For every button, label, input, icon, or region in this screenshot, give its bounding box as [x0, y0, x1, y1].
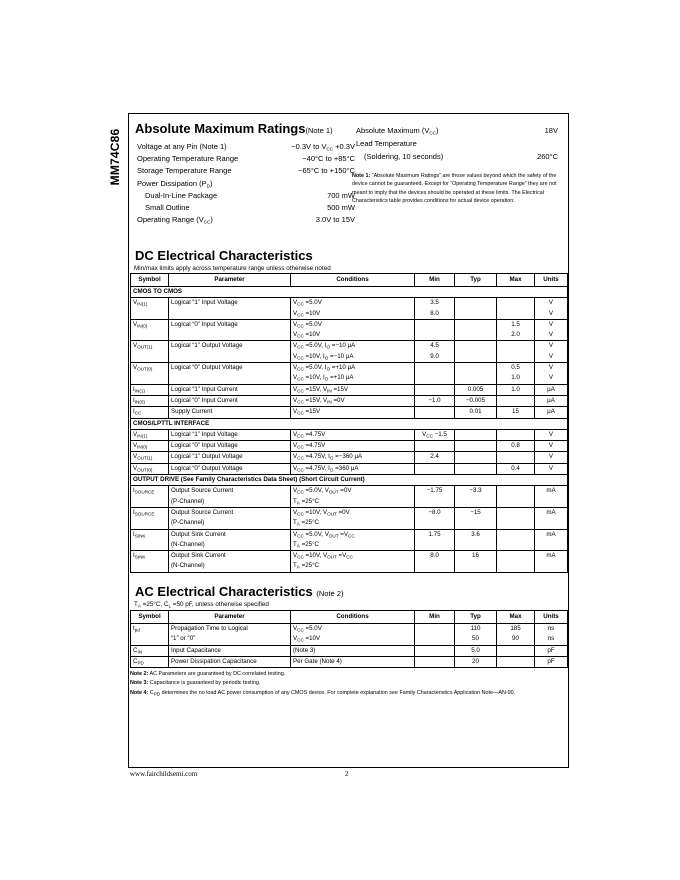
table-row: (N-Channel) $T_A =25^\circ C$ [131, 561, 568, 572]
table-row: “1” or “0” $V_{CC} =10V$ 50 90 ns [131, 634, 568, 645]
amr-title-note: (Note 1) [305, 126, 333, 135]
amr-title: Absolute Maximum Ratings(Note 1) [135, 121, 333, 136]
table-row: $V_{OUT(1)}$ Logical “1” Output Voltage $V_{CC} =5.0V$, $I_O =-10$ μA 4.5 V [131, 341, 568, 352]
ac-table [130, 610, 568, 668]
amr-row: Operating Temperature Range −40°C to +85°C [137, 154, 355, 164]
amr-row: (Soldering, 10 seconds) 260°C [364, 152, 558, 161]
note-4: Note 4: $C_{PD}$ determines the no load AC power consumption of any CMOS device. For complete explanation see Family Characteristics Application Note—AN-90. [130, 689, 516, 697]
note-1: Note 1: “Absolute Maximum Ratings” are those values beyond which the safety of the device cannot be guaranteed. Except for “Operating Temperature Range” they are not meant to imply that the devices should be operated at these limits. The Electrical Characteristics table provides conditions for actual device operation. [352, 173, 557, 205]
amr-row: Lead Temperature [356, 139, 417, 148]
table-row: $V_{CC} =10V$ 2.0 V [131, 330, 568, 341]
dc-table [130, 273, 568, 573]
table-row: $t_{pd}$ Propagation Time to Logical $V_{CC} =5.0V$ 110 185 ns [131, 624, 568, 635]
footnotes [130, 670, 567, 698]
table-row: $I_{IN(0)}$ Logical “0” Input Current $V_{CC} =15V$, $V_{IN} =0V$ −1.0 −0.005 μA [131, 395, 568, 406]
table-row: $V_{IN(0)}$ Logical “0” Input Voltage $V_{CC} =5.0V$ 1.5 V [131, 319, 568, 330]
amr-row: Voltage at any Pin (Note 1) −0.3V to $V_{CC} +0.3V$ [137, 142, 355, 152]
note-2: Note 2: AC Parameters are guaranteed by DC correlated testing. [130, 671, 286, 677]
amr-row: Small Outline 500 mW [145, 202, 355, 212]
section-row: CMOS/LPTTL INTERFACE [131, 418, 568, 429]
table-row: $I_{SINK}$ Output Sink Current $V_{CC} =5.0V$, $V_{OUT} =V_{CC}$ 1.75 3.6 mA [131, 529, 568, 540]
table-header-row: Symbol Parameter Conditions Min Typ Max Units [131, 611, 568, 624]
table-row: $V_{IN(1)}$ Logical “1” Input Voltage $V_{CC} =4.75V$ $V_{CC} -1.5$ V [131, 429, 568, 440]
table-row: $V_{CC} =10V$, $I_O =+10$ μA 1.0 V [131, 373, 568, 384]
table-row: (P-Channel) $T_A =25^\circ C$ [131, 497, 568, 508]
note-3: Note 3: Capacitance is guaranteed by periodic testing. [130, 680, 261, 687]
table-row: $C_{PD}$ Power Dissipation Capacitance Per Gate (Note 4) 20 pF [131, 656, 568, 667]
table-row: $C_{IN}$ Input Capacitance (Note 3) 5.0 pF [131, 645, 568, 656]
section-row: OUTPUT DRIVE (See Family Characteristics Data Sheet) (Short Circuit Current) [131, 475, 568, 486]
footer-url[interactable]: www.fairchildsemi.com [130, 770, 198, 778]
table-row: $V_{IN(1)}$ Logical “1” Input Voltage $V_{CC} =5.0V$ 3.5 V [131, 298, 568, 309]
table-row: $V_{OUT(0)}$ Logical “0” Output Voltage $V_{CC} =5.0V$, $I_O =+10$ μA 0.5 V [131, 363, 568, 374]
part-number-vertical: MM74C86 [108, 128, 122, 186]
dc-title: DC Electrical Characteristics [135, 248, 313, 263]
table-row: $I_{IN(1)}$ Logical “1” Input Current $V_{CC} =15V$, $V_{IN} =15V$ 0.005 1.0 μA [131, 384, 568, 395]
amr-row: Absolute Maximum $(V_{CC})$ 18V [356, 126, 558, 136]
table-row: $I_{SINK}$ Output Sink Current $V_{CC} =10V$, $V_{OUT} =V_{CC}$ 8.0 16 mA [131, 551, 568, 562]
amr-row: Dual-In-Line Package 700 mW [145, 190, 355, 200]
ac-title-note: (Note 2) [316, 589, 344, 598]
table-header-row: Symbol Parameter Conditions Min Typ Max Units [131, 274, 568, 287]
section-row: CMOS TO CMOS [131, 287, 568, 298]
table-row: (P-Channel) $T_A =25^\circ C$ [131, 518, 568, 529]
amr-row: Power Dissipation $(P_D)$ [137, 178, 213, 189]
table-row: $I_{CC}$ Supply Current $V_{CC} =15V$ 0.01 15 μA [131, 407, 568, 418]
table-row: (N-Channel) $T_A =25^\circ C$ [131, 540, 568, 551]
amr-left-list [137, 141, 355, 226]
ac-title: AC Electrical Characteristics (Note 2) [135, 584, 344, 599]
table-row: $V_{OUT(1)}$ Logical “1” Output Voltage $V_{CC} =4.75V$, $I_O =-360$ μA 2.4 V [131, 452, 568, 463]
amr-row: Storage Temperature Range −65°C to +150°C [137, 166, 355, 176]
dc-subtitle: Min/max limits apply across temperature range unless otherwise noted [134, 265, 331, 272]
page-number: 2 [345, 770, 349, 778]
table-row: $I_{SOURCE}$ Output Source Current $V_{CC} =5.0V$, $V_{OUT} =0V$ −1.75 −3.3 mA [131, 486, 568, 497]
table-row: $I_{SOURCE}$ Output Source Current $V_{CC} =10V$, $V_{OUT} =0V$ −8.0 −15 mA [131, 507, 568, 518]
amr-right-list [356, 124, 558, 163]
ac-subtitle: $T_A =25^\circ C$, $C_L =50$ pF, unless otherwise specified [134, 601, 269, 609]
amr-row: Operating Range $(V_{CC})$ 3.0V to 15V [137, 215, 355, 225]
table-row: $V_{CC} =10V$, $I_O =-10$ μA 9.0 V [131, 352, 568, 363]
table-row: $V_{IN(0)}$ Logical “0” Input Voltage $V_{CC} =4.75V$ 0.8 V [131, 441, 568, 452]
table-row: $V_{OUT(0)}$ Logical “0” Output Voltage $V_{CC} =4.75V$, $I_O =360$ μA 0.4 V [131, 463, 568, 474]
table-row: $V_{CC} =10V$ 8.0 V [131, 309, 568, 320]
